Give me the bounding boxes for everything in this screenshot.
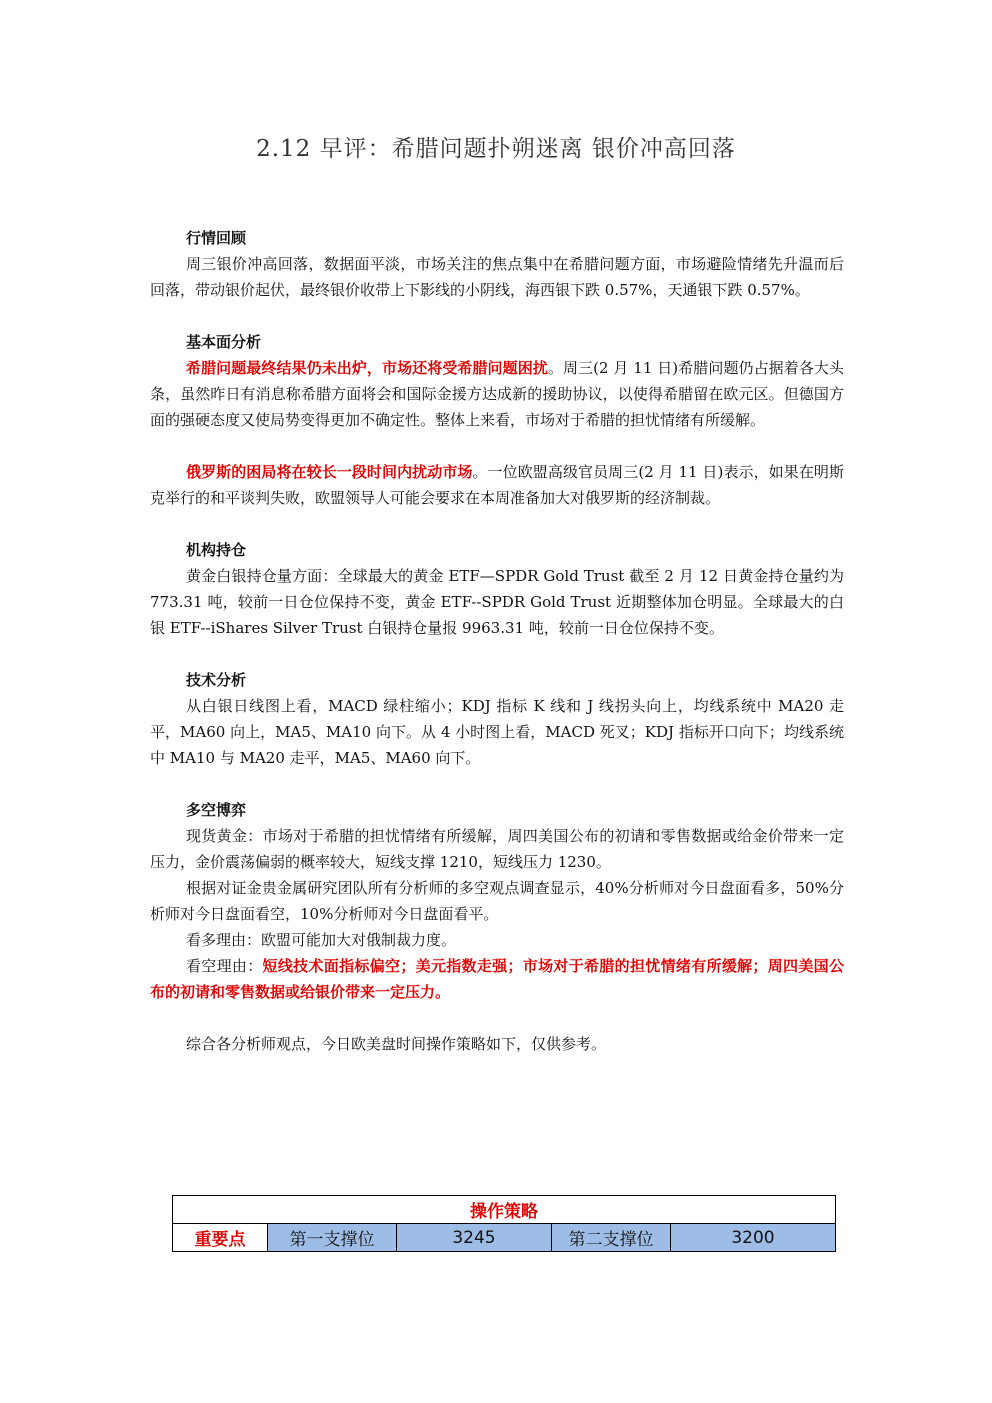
section-heading-market-review: 行情回顾 [186, 229, 247, 247]
article-body [150, 225, 844, 1057]
holdings-paragraph: 黄金白银持仓量方面：全球最大的黄金 ETF—SPDR Gold Trust 截至 2 月 12 日黄金持仓量约为 773.31 吨，较前一日仓位保持不变，黄金 ETF--SPDR Gold Trust 近期整体加仓明显。全球最大的白银 ETF--iShares Silver Trust 白银持仓量报 9963.31 吨，较前一日仓位保持不变。 [150, 567, 844, 637]
closing-paragraph: 综合各分析师观点，今日欧美盘时间操作策略如下，仅供参考。 [186, 1035, 607, 1053]
support1-label: 第一支撑位 [268, 1224, 397, 1252]
page-title: 2.12 早评：希腊问题扑朔迷离 银价冲高回落 [256, 136, 736, 162]
support2-label: 第二支撑位 [552, 1224, 671, 1252]
bear-reason-suffix: 。 [435, 983, 451, 1001]
strategy-key-row [173, 1224, 836, 1252]
market-review-paragraph: 周三银价冲高回落，数据面平淡，市场关注的焦点集中在希腊问题方面，市场避险情绪先升温而后回落，带动银价起伏，最终银价收带上下影线的小阴线，海西银下跌 0.57%，天通银下跌 0.57%。 [150, 255, 844, 299]
section-heading-fundamental-analysis: 基本面分析 [186, 333, 262, 351]
strategy-header: 操作策略 [173, 1196, 836, 1224]
section-heading-long-short: 多空博弈 [186, 801, 247, 819]
survey-paragraph: 根据对证金贵金属研究团队所有分析师的多空观点调查显示，40%分析师对今日盘面看多，50%分析师对今日盘面看空，10%分析师对今日盘面看平。 [150, 879, 844, 923]
section-heading-technical-analysis: 技术分析 [186, 671, 247, 689]
fundamental-paragraph-russia [150, 459, 844, 511]
strategy-header-row [173, 1196, 836, 1224]
key-point-label: 重要点 [173, 1224, 268, 1252]
greece-text: 。周三(2 月 11 日)希腊问题仍占据着各大头条，虽然昨日有消息称希腊方面将会和国际金援方达成新的援助协议，以使得希腊留在欧元区。但德国方面的强硬态度又使局势变得更加不确定性。整体上来看，市场对于希腊的担忧情绪有所缓解。 [150, 359, 844, 429]
russia-highlight: 俄罗斯的困局将在较长一段时间内扰动市场 [186, 463, 473, 481]
greece-highlight: 希腊问题最终结果仍未出炉，市场还将受希腊问题困扰 [186, 359, 548, 377]
bear-reason-paragraph [150, 953, 844, 1005]
bear-reason-highlight: 短线技术面指标偏空；美元指数走强；市场对于希腊的担忧情绪有所缓解；周四美国公布的初请和零售数据或给银价带来一定压力 [150, 957, 844, 1001]
section-heading-institutional-holdings: 机构持仓 [186, 541, 247, 559]
strategy-table [172, 1195, 836, 1252]
spot-gold-paragraph: 现货黄金：市场对于希腊的担忧情绪有所缓解，周四美国公布的初请和零售数据或给金价带来一定压力，金价震荡偏弱的概率较大，短线支撑 1210，短线压力 1230。 [150, 827, 844, 871]
russia-text: 。一位欧盟高级官员周三(2 月 11 日)表示，如果在明斯克举行的和平谈判失败，欧盟领导人可能会要求在本周准备加大对俄罗斯的经济制裁。 [150, 463, 844, 507]
support2-value: 3200 [671, 1224, 836, 1252]
bear-reason-prefix: 看空理由： [186, 957, 263, 975]
support1-value: 3245 [397, 1224, 552, 1252]
bull-reason-paragraph: 看多理由：欧盟可能加大对俄制裁力度。 [186, 931, 457, 949]
technical-paragraph: 从白银日线图上看，MACD 绿柱缩小；KDJ 指标 K 线和 J 线拐头向上，均线系统中 MA20 走平，MA60 向上，MA5、MA10 向下。从 4 小时图上看，MACD 死叉；KDJ 指标开口向下；均线系统中 MA10 与 MA20 走平，MA5、MA60 向下。 [150, 697, 844, 767]
fundamental-paragraph-greece [150, 355, 844, 433]
